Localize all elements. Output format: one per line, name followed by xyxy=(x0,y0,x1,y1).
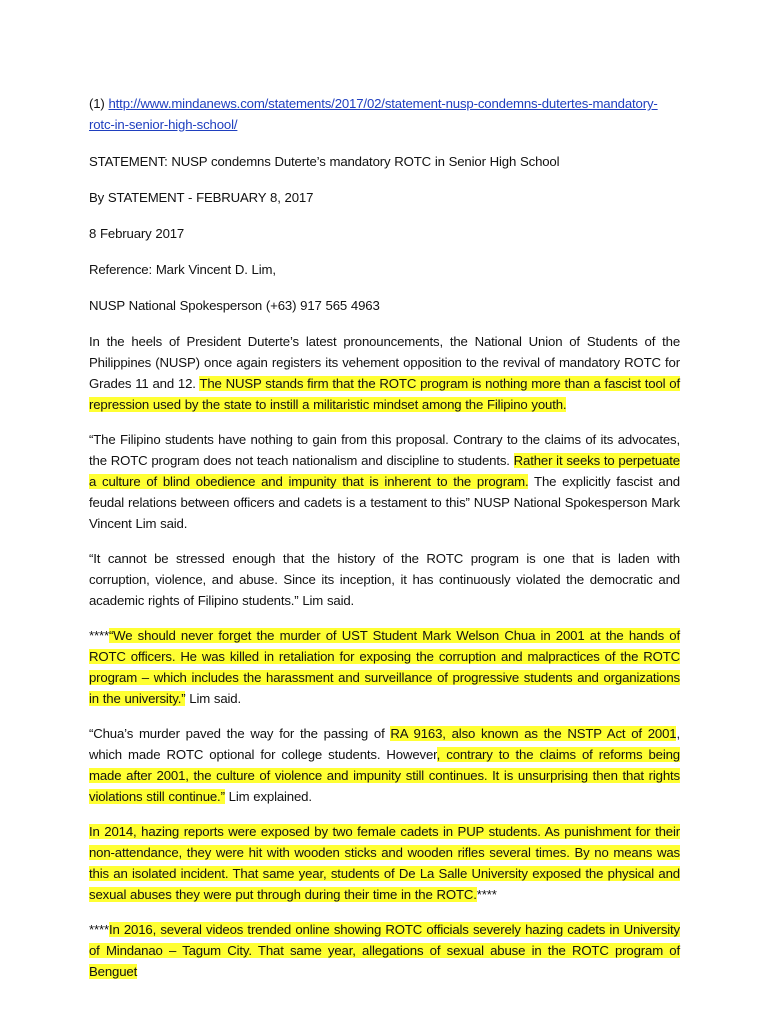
reference-line: Reference: Mark Vincent D. Lim, xyxy=(89,262,276,277)
article-paragraph xyxy=(89,723,680,807)
highlighted-text: Rather it seeks to perpetuate a culture of blind obedience and impunity that is inherent to the program. xyxy=(89,453,680,489)
paragraph-text: **** xyxy=(89,922,109,937)
reference-number: (1) xyxy=(89,96,109,111)
reference-link-block xyxy=(89,93,680,135)
paragraph-text: , which made ROTC optional for college students. However xyxy=(89,726,680,762)
headline: STATEMENT: NUSP condemns Duterte’s mandatory ROTC in Senior High School xyxy=(89,154,560,169)
article-paragraph xyxy=(89,331,680,415)
byline: By STATEMENT - FEBRUARY 8, 2017 xyxy=(89,190,314,205)
spokesperson-line: NUSP National Spokesperson (+63) 917 565 4963 xyxy=(89,298,380,313)
article-paragraph xyxy=(89,919,680,982)
article-paragraph xyxy=(89,625,680,709)
paragraph-text: Lim explained. xyxy=(224,789,312,804)
highlighted-text: RA 9163, also known as the NSTP Act of 2001 xyxy=(390,726,677,741)
paragraph-text: The explicitly fascist and feudal relations between officers and cadets is a testament to this” NUSP National Spokesperson Mark Vincent Lim said. xyxy=(89,474,680,531)
paragraph-text: **** xyxy=(89,628,109,643)
paragraph-text: “It cannot be stressed enough that the history of the ROTC program is one that is laden with corruption, violence, and abuse. Since its inception, it has continuously violated the democratic and academic rights of Filipino students.” Lim said. xyxy=(89,551,680,608)
highlighted-text: “We should never forget the murder of UST Student Mark Welson Chua in 2001 at the hands of ROTC officers. He was killed in retaliation for exposing the corruption and malpractices of the ROTC program – which includes the harassment and surveillance of progressive students and organizations in the university.” xyxy=(89,628,680,706)
highlighted-text: The NUSP stands firm that the ROTC program is nothing more than a fascist tool of repression used by the state to instill a militaristic mindset among the Filipino youth. xyxy=(89,376,681,412)
paragraph-text: Lim said. xyxy=(185,691,241,706)
highlighted-text: In 2014, hazing reports were exposed by two female cadets in PUP students. As punishment for their non-attendance, they were hit with wooden sticks and wooden rifles several times. By no means was this an isolated incident. That same year, students of De La Salle University exposed the physical and sexual abuses they were put through during their time in the ROTC. xyxy=(89,824,680,902)
article-paragraph xyxy=(89,821,680,905)
article-body xyxy=(89,331,680,982)
highlighted-text: In 2016, several videos trended online showing ROTC officials severely hazing cadets in University of Mindanao – Tagum City. That same year, allegations of sexual abuse in the ROTC program of Benguet xyxy=(89,922,680,979)
paragraph-text: **** xyxy=(476,887,497,902)
paragraph-text: “The Filipino students have nothing to gain from this proposal. Contrary to the claims of its advocates, the ROTC program does not teach nationalism and discipline to students. xyxy=(89,432,680,468)
highlighted-text: , contrary to the claims of reforms being made after 2001, the culture of violence and impunity still continues. It is unsurprising then that rights violations still continue.” xyxy=(89,747,680,804)
paragraph-text: “Chua’s murder paved the way for the passing of xyxy=(89,726,391,741)
article-paragraph xyxy=(89,548,680,611)
paragraph-text: In the heels of President Duterte’s latest pronouncements, the National Union of Students of the Philippines (NUSP) once again registers its vehement opposition to the revival of mandatory ROTC for Grades 11 and 12. xyxy=(89,334,680,391)
date-line: 8 February 2017 xyxy=(89,226,185,241)
article-paragraph xyxy=(89,429,680,534)
source-url-link[interactable]: http://www.mindanews.com/statements/2017/02/statement-nusp-condemns-dutertes-mandatory- rotc-in-senior-high-school/ xyxy=(89,96,658,132)
